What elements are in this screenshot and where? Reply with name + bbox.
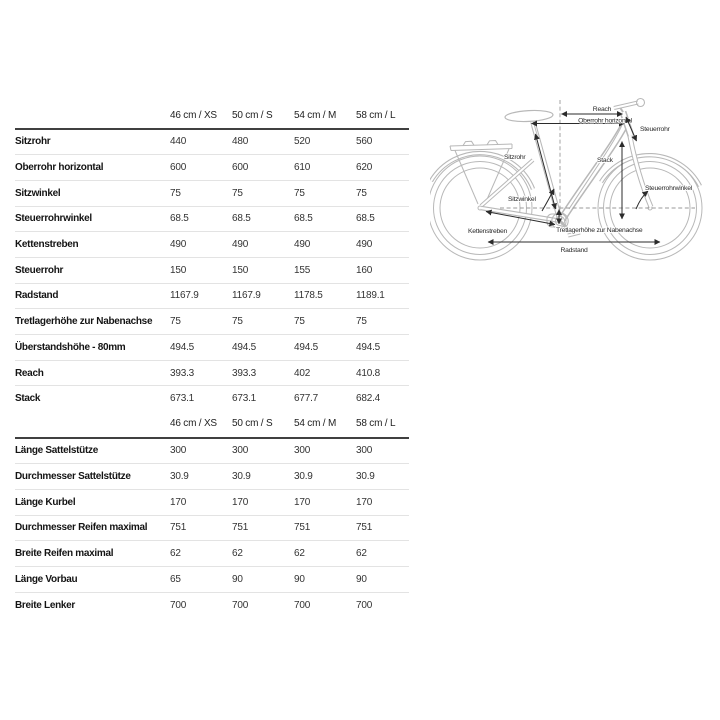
row-value: 75 — [232, 187, 243, 199]
row-label: Kettenstreben — [15, 239, 79, 251]
table-row — [15, 308, 409, 334]
row-value: 440 — [170, 136, 187, 148]
row-label: Länge Kurbel — [15, 496, 76, 508]
bike-geometry-diagram — [430, 78, 720, 268]
row-value: 393.3 — [170, 367, 195, 379]
table-header-row — [15, 411, 409, 439]
column-header: 58 cm / L — [356, 110, 396, 122]
row-value: 75 — [170, 187, 181, 199]
sitzwinkel-label: Sitzwinkel — [508, 196, 536, 203]
row-label: Überstandshöhe - 80mm — [15, 341, 126, 353]
row-value: 700 — [170, 599, 187, 611]
column-header: 58 cm / L — [356, 418, 396, 430]
table-header-row — [15, 104, 409, 130]
row-value: 150 — [232, 264, 249, 276]
row-value: 68.5 — [170, 213, 189, 225]
table-row — [15, 206, 409, 232]
row-value: 610 — [294, 162, 311, 174]
table-row — [15, 180, 409, 206]
row-value: 62 — [170, 548, 181, 560]
row-value: 494.5 — [294, 341, 319, 353]
table-row — [15, 463, 409, 489]
row-value: 75 — [232, 316, 243, 328]
row-value: 410.8 — [356, 367, 381, 379]
column-header: 54 cm / M — [294, 110, 337, 122]
table-row — [15, 231, 409, 257]
row-value: 75 — [294, 316, 305, 328]
row-label: Reach — [15, 367, 44, 379]
row-value: 30.9 — [356, 471, 375, 483]
row-value: 75 — [356, 187, 367, 199]
row-value: 490 — [232, 239, 249, 251]
row-label: Länge Sattelstütze — [15, 445, 98, 457]
row-value: 560 — [356, 136, 373, 148]
table-row — [15, 130, 409, 155]
table-row — [15, 385, 409, 411]
row-value: 682.4 — [356, 393, 381, 405]
row-value: 490 — [170, 239, 187, 251]
kettenstreben-label: Kettenstreben — [468, 228, 508, 235]
column-header: 50 cm / S — [232, 418, 273, 430]
row-value: 494.5 — [356, 341, 381, 353]
row-value: 700 — [356, 599, 373, 611]
row-value: 90 — [356, 573, 367, 585]
row-value: 677.7 — [294, 393, 319, 405]
row-value: 1189.1 — [356, 290, 385, 302]
row-value: 155 — [294, 264, 311, 276]
table-row — [15, 489, 409, 515]
row-value: 1178.5 — [294, 290, 323, 302]
row-label: Steuerrohr — [15, 264, 64, 276]
steuerrohrwinkel-label: Steuerrohrwinkel — [645, 185, 692, 192]
geometry-table — [15, 104, 409, 617]
column-header: 50 cm / S — [232, 110, 273, 122]
row-value: 393.3 — [232, 367, 257, 379]
row-value: 480 — [232, 136, 249, 148]
table-row — [15, 515, 409, 541]
row-label: Durchmesser Reifen maximal — [15, 522, 148, 534]
row-value: 490 — [356, 239, 373, 251]
row-value: 65 — [170, 573, 181, 585]
row-value: 300 — [294, 445, 311, 457]
row-value: 751 — [170, 522, 187, 534]
table-row — [15, 283, 409, 309]
row-value: 494.5 — [170, 341, 195, 353]
oberrohr-label: Oberrohr horizontal — [578, 117, 632, 125]
row-value: 62 — [294, 548, 305, 560]
row-value: 170 — [232, 496, 249, 508]
front-fender-icon — [601, 155, 700, 186]
row-label: Sitzrohr — [15, 136, 51, 148]
row-value: 751 — [356, 522, 373, 534]
table-row — [15, 334, 409, 360]
column-header: 46 cm / XS — [170, 110, 217, 122]
row-value: 1167.9 — [170, 290, 199, 302]
row-label: Tretlagerhöhe zur Nabenachse — [15, 316, 153, 328]
row-value: 90 — [232, 573, 243, 585]
row-label: Oberrohr horizontal — [15, 162, 104, 174]
row-label: Breite Lenker — [15, 599, 76, 611]
row-label: Steuerrohrwinkel — [15, 213, 92, 225]
row-value: 1167.9 — [232, 290, 261, 302]
row-value: 751 — [294, 522, 311, 534]
radstand-label: Radstand — [560, 247, 588, 254]
table-row — [15, 154, 409, 180]
row-label: Stack — [15, 393, 41, 405]
row-value: 673.1 — [232, 393, 257, 405]
row-value: 75 — [294, 187, 305, 199]
row-value: 600 — [232, 162, 249, 174]
row-value: 68.5 — [232, 213, 251, 225]
row-value: 402 — [294, 367, 311, 379]
row-value: 150 — [170, 264, 187, 276]
row-value: 490 — [294, 239, 311, 251]
table-row — [15, 257, 409, 283]
dimension-annotations — [468, 106, 693, 254]
row-label: Sitzwinkel — [15, 187, 61, 199]
row-value: 62 — [232, 548, 243, 560]
row-value: 300 — [232, 445, 249, 457]
tretlagerhoehe-label: Tretlagerhöhe zur Nabenachse — [556, 227, 643, 234]
table-row — [15, 439, 409, 464]
row-value: 620 — [356, 162, 373, 174]
row-value: 300 — [356, 445, 373, 457]
row-value: 62 — [356, 548, 367, 560]
row-value: 170 — [356, 496, 373, 508]
sitzrohr-label: Sitzrohr — [504, 154, 526, 161]
saddle-icon — [505, 109, 553, 136]
row-value: 700 — [232, 599, 249, 611]
row-value: 75 — [170, 316, 181, 328]
row-value: 300 — [170, 445, 187, 457]
row-label: Breite Reifen maximal — [15, 548, 114, 560]
row-value: 600 — [170, 162, 187, 174]
table-row — [15, 360, 409, 386]
row-value: 68.5 — [294, 213, 313, 225]
stack-label: Stack — [597, 157, 613, 164]
row-value: 700 — [294, 599, 311, 611]
row-value: 30.9 — [232, 471, 251, 483]
row-value: 170 — [170, 496, 187, 508]
rear-rack-icon — [450, 141, 512, 205]
row-value: 75 — [356, 316, 367, 328]
table-row — [15, 566, 409, 592]
row-value: 170 — [294, 496, 311, 508]
table-row — [15, 592, 409, 618]
row-value: 30.9 — [170, 471, 189, 483]
row-label: Länge Vorbau — [15, 573, 78, 585]
bike-frame-icon — [481, 112, 651, 221]
column-header: 54 cm / M — [294, 418, 337, 430]
row-value: 673.1 — [170, 393, 195, 405]
row-value: 160 — [356, 264, 373, 276]
table-row — [15, 540, 409, 566]
row-value: 68.5 — [356, 213, 375, 225]
handlebar-icon — [614, 99, 645, 113]
row-label: Radstand — [15, 290, 59, 302]
reach-label: Reach — [592, 106, 612, 113]
row-value: 751 — [232, 522, 249, 534]
row-value: 90 — [294, 573, 305, 585]
column-header: 46 cm / XS — [170, 418, 217, 430]
row-label: Durchmesser Sattelstütze — [15, 471, 131, 483]
row-value: 520 — [294, 136, 311, 148]
row-value: 494.5 — [232, 341, 257, 353]
row-value: 30.9 — [294, 471, 313, 483]
steuerrohr-label: Steuerrohr — [640, 126, 670, 133]
